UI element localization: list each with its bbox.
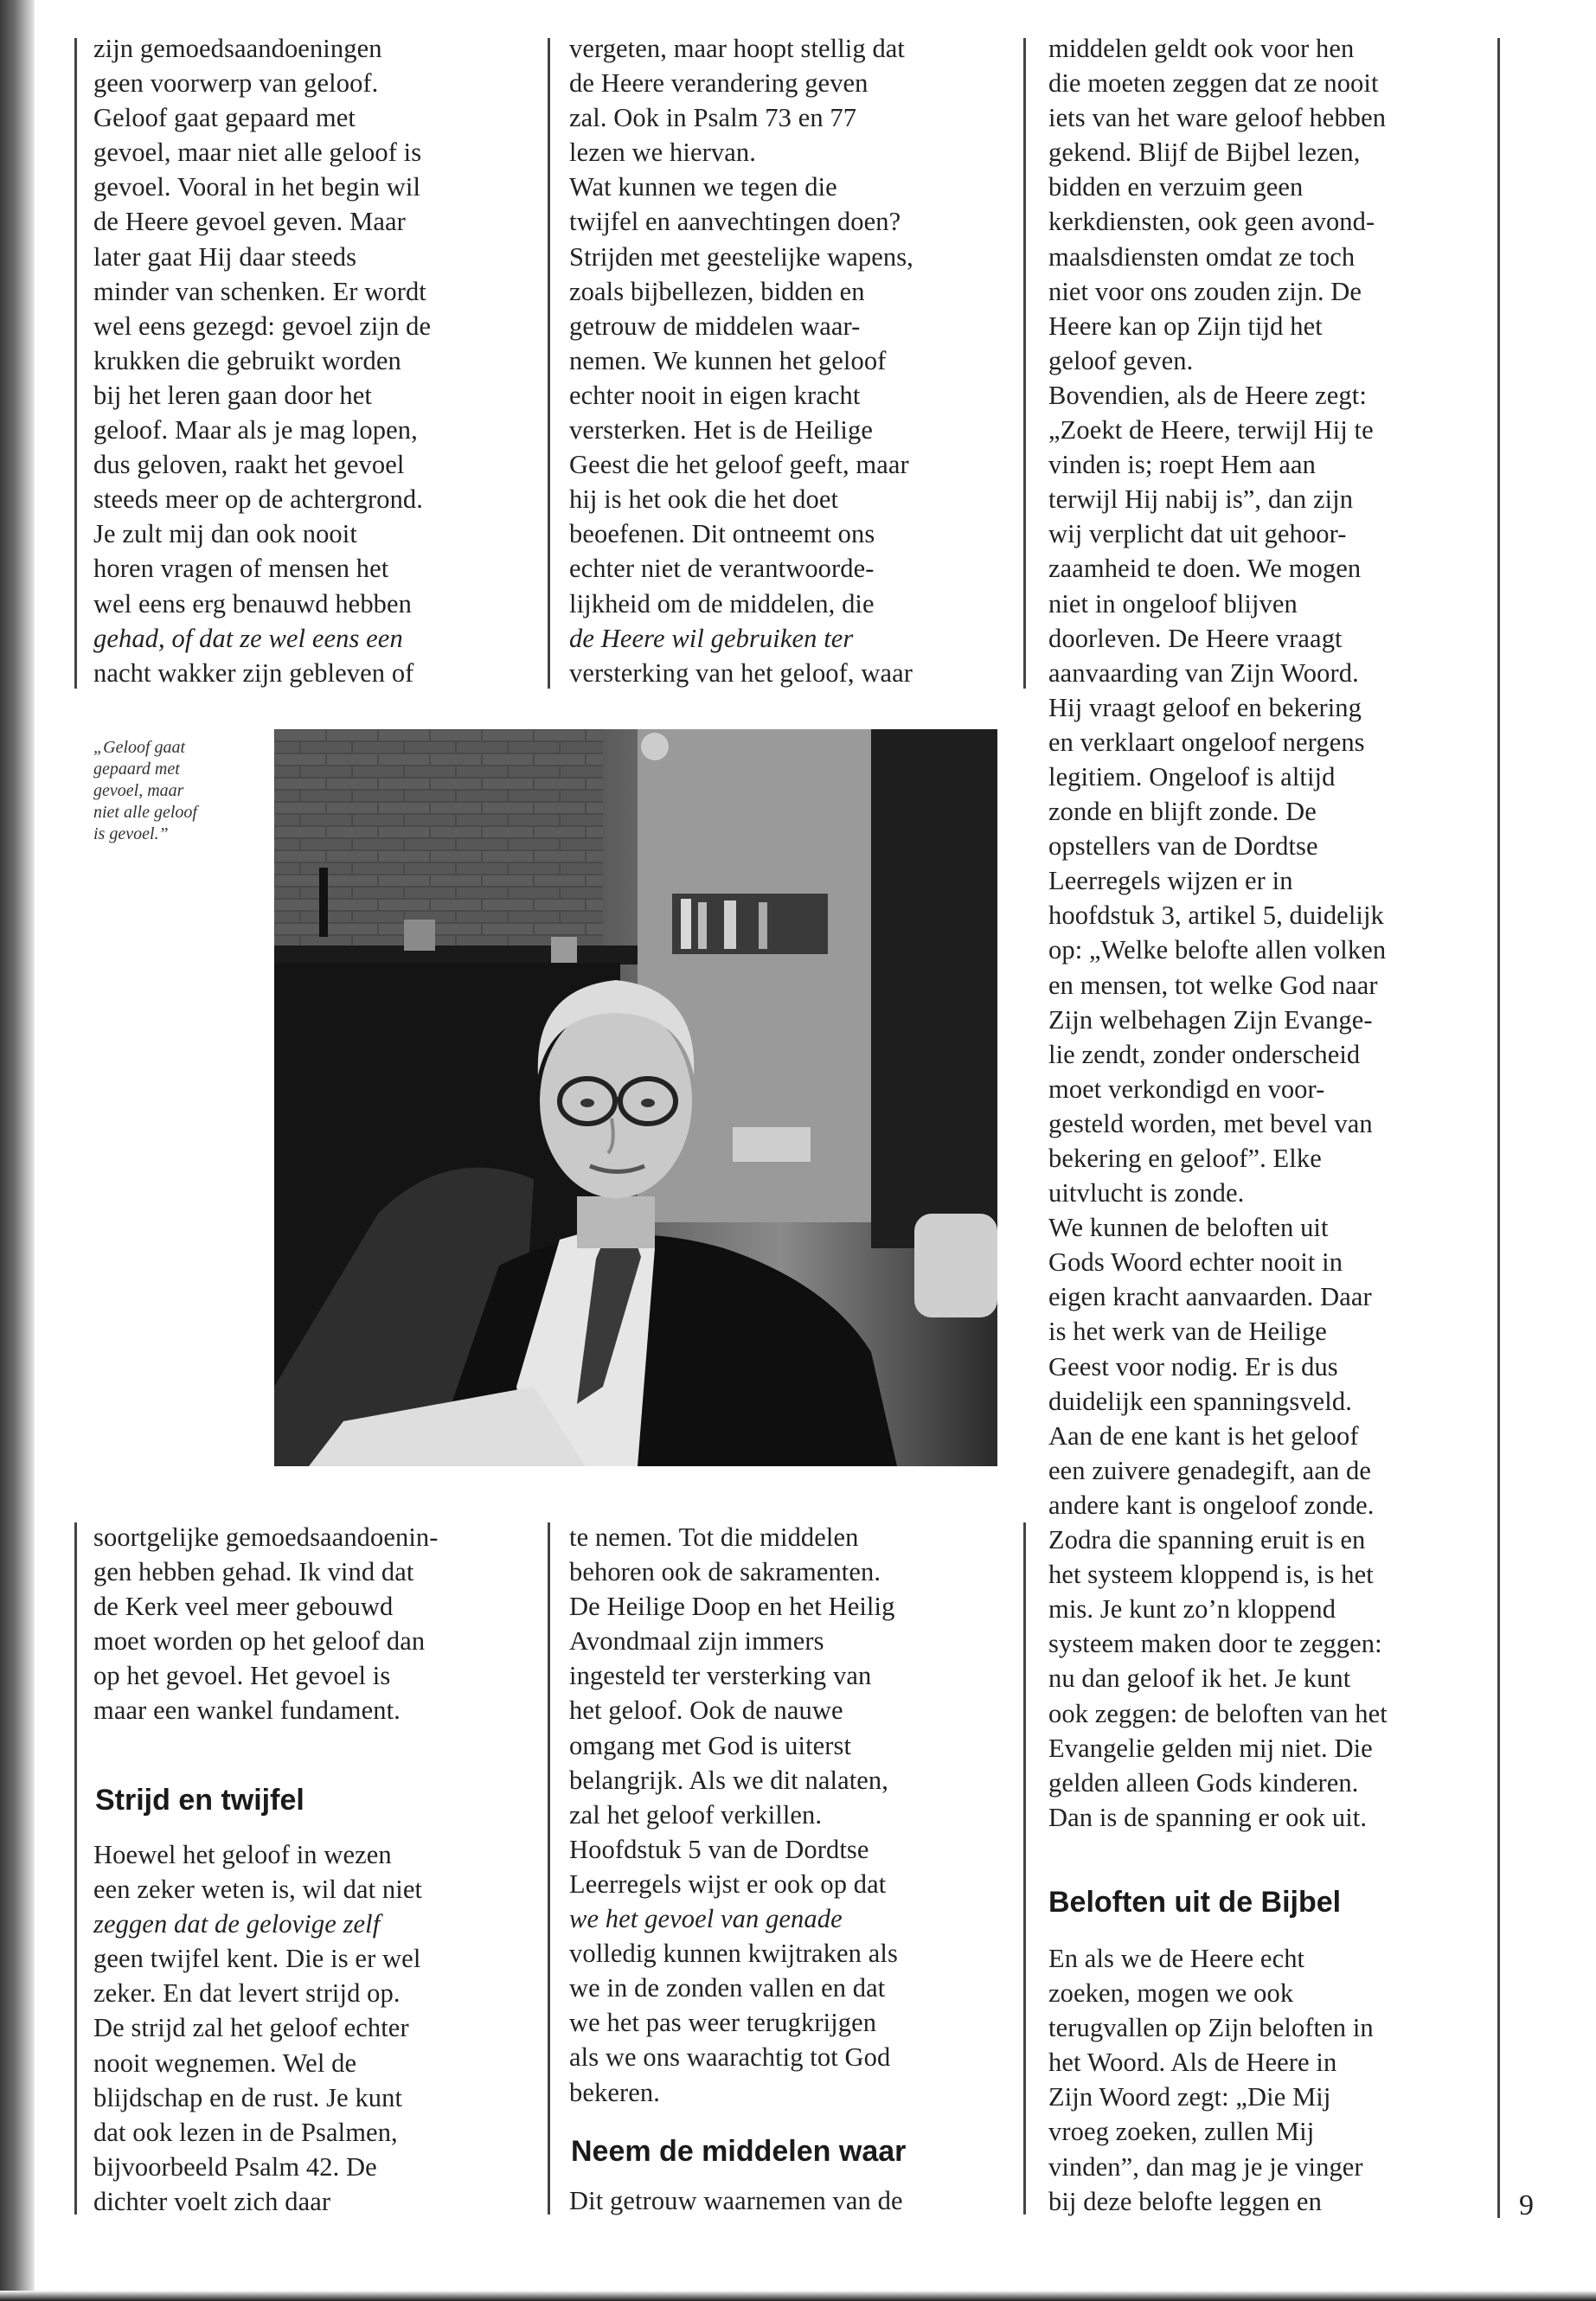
text-line: zijn gemoedsaandoeningen (93, 34, 382, 63)
text-line: gesteld worden, met bevel van (1048, 1108, 1373, 1138)
text-line: dichter voelt zich daar (93, 2186, 331, 2216)
text-line-italic: gehad, of dat ze wel eens een (93, 623, 403, 653)
column-right-after-heading (1048, 1941, 1494, 2219)
text-line: Je zult mij dan ook nooit (93, 519, 357, 549)
text-line: Geest die het geloof geeft, maar (569, 450, 909, 480)
text-line: Dan is de spanning er ook uit. (1048, 1802, 1368, 1832)
column-rule-left (74, 38, 77, 689)
text-line: het geloof. Ook de nauwe (569, 1695, 843, 1726)
text-line: Geest voor nodig. Er is dus (1048, 1351, 1338, 1381)
text-line: duidelijk een spanningsveld. (1048, 1386, 1352, 1416)
text-line: De Heilige Doop en het Heilig (569, 1592, 895, 1622)
text-line: geen twijfel kent. Die is er wel (93, 1944, 421, 1974)
text-line: ook zeggen: de beloften van het (1048, 1698, 1388, 1728)
text-line: Zijn Woord zegt: „Die Mij (1048, 2082, 1331, 2112)
caption-line: gepaard met (93, 760, 180, 779)
text-line: vergeten, maar hoopt stellig dat (569, 34, 906, 63)
text-line: gevoel, maar niet alle geloof is (93, 138, 422, 168)
text-line: kerkdiensten, ook geen avond- (1048, 207, 1375, 237)
heading-strijd: Strijd en twijfel (95, 1784, 304, 1817)
text-line: omgang met God is uiterst (569, 1730, 852, 1760)
text-line: niet in ongeloof blijven (1048, 588, 1298, 619)
column-middle-after-heading (569, 2183, 1010, 2218)
text-line: bij deze belofte leggen en (1048, 2186, 1322, 2216)
text-line: wij verplicht dat uit gehoor- (1048, 519, 1347, 549)
text-line: systeem maken door te zeggen: (1048, 1629, 1382, 1659)
text-line: het systeem kloppend is, is het (1048, 1560, 1374, 1590)
text-line: geloof geven. (1048, 345, 1194, 375)
text-line: de Kerk veel meer gebouwd (93, 1592, 394, 1622)
column-rule-middle-top (548, 38, 550, 689)
text-line: terwijl Hij nabij is”, dan zijn (1048, 484, 1354, 515)
text-line: iets van het ware geloof hebben (1048, 103, 1387, 133)
text-line: maar een wankel fundament. (93, 1695, 401, 1726)
text-line: getrouw de middelen waar- (569, 311, 861, 341)
column-rule-middle-bottom-right (1023, 1522, 1026, 2214)
column-middle-top (569, 31, 1010, 690)
text-line: mis. Je kunt zo’n kloppend (1048, 1594, 1336, 1625)
page-bottom-edge (0, 2291, 1596, 2301)
text-line: versterking van het geloof, waar (569, 657, 913, 688)
text-line: steeds meer op de achtergrond. (93, 484, 424, 515)
text-line: echter nooit in eigen kracht (569, 380, 861, 410)
text-line: geloof. Maar als je mag lopen, (93, 415, 418, 445)
text-line: volledig kunnen kwijtraken als (569, 1939, 898, 1969)
text-line: Avondmaal zijn immers (569, 1626, 824, 1657)
text-line: Evangelie gelden mij niet. Die (1048, 1733, 1373, 1763)
text-line: Zodra die spanning eruit is en (1048, 1525, 1366, 1555)
text-line: Strijden met geestelijke wapens, (569, 241, 913, 272)
text-line: twijfel en aanvechtingen doen? (569, 207, 901, 237)
caption-line: „Geloof gaat (93, 738, 186, 757)
text-line: lie zendt, zonder onderscheid (1048, 1039, 1361, 1069)
text-line: lezen we hiervan. (569, 138, 756, 168)
text-line: zal. Ook in Psalm 73 en 77 (569, 103, 857, 133)
column-left-top (93, 31, 526, 690)
text-line: een zuivere genadegift, aan de (1048, 1455, 1372, 1485)
text-line: dus geloven, raakt het gevoel (93, 450, 405, 480)
text-line: zal het geloof verkillen. (569, 1799, 823, 1830)
column-rule-middle-top-right (1023, 38, 1026, 689)
text-line: als we ons waarachtig tot God (569, 2042, 891, 2073)
text-line: bekering en geloof”. Elke (1048, 1144, 1322, 1173)
column-middle-bottom (569, 1520, 1010, 2110)
caption-line: niet alle geloof (93, 803, 197, 822)
text-line: Geloof gaat gepaard met (93, 103, 356, 133)
text-line: hoofdstuk 3, artikel 5, duidelijk (1048, 901, 1384, 931)
text-line: en mensen, tot welke God naar (1048, 970, 1378, 1000)
text-line: we het pas weer terugkrijgen (569, 2008, 877, 2038)
text-line: te nemen. Tot die middelen (569, 1522, 859, 1552)
text-line: Bovendien, als de Heere zegt: (1048, 380, 1367, 410)
text-line: doorleven. De Heere vraagt (1048, 623, 1343, 653)
heading-beloften: Beloften uit de Bijbel (1048, 1886, 1342, 1919)
text-line: vinden is; roept Hem aan (1048, 450, 1317, 480)
text-line: bekeren. (569, 2077, 660, 2107)
text-line: En als we de Heere echt (1048, 1944, 1305, 1973)
caption-line: gevoel, maar (93, 781, 184, 800)
page-edge-shadow (0, 0, 35, 2301)
column-left-bottom-after-heading (93, 1837, 526, 2219)
text-line: bijvoorbeeld Psalm 42. De (93, 2151, 377, 2182)
text-line: is het werk van de Heilige (1048, 1317, 1327, 1347)
text-line: middelen geldt ook voor hen (1048, 34, 1355, 63)
text-line: maalsdiensten omdat ze toch (1048, 241, 1356, 272)
text-line: opstellers van de Dordtse (1048, 831, 1318, 862)
text-line: moet worden op het geloof dan (93, 1626, 426, 1657)
text-line: Leerregels wijst er ook op dat (569, 1868, 887, 1899)
text-line: We kunnen de beloften uit (1048, 1213, 1329, 1243)
text-line: Hij vraagt geloof en bekering (1048, 692, 1362, 722)
text-line: Aan de ene kant is het geloof (1048, 1420, 1359, 1451)
text-line: wel eens gezegd: gevoel zijn de (93, 311, 432, 341)
text-line: bidden en verzuim geen (1048, 172, 1304, 202)
text-line: blijdschap en de rust. Je kunt (93, 2082, 403, 2112)
column-rule-left-bottom (74, 1522, 77, 2214)
text-line: Heere kan op Zijn tijd het (1048, 311, 1323, 341)
text-line: eigen kracht aanvaarden. Daar (1048, 1282, 1372, 1312)
text-line: Dit getrouw waarnemen van de (569, 2186, 903, 2215)
text-line: nacht wakker zijn gebleven of (93, 657, 414, 688)
text-line: Hoofdstuk 5 van de Dordtse (569, 1834, 869, 1864)
page-number: 9 (1519, 2189, 1534, 2221)
text-line: ingesteld ter versterking van (569, 1661, 872, 1691)
text-line: gen hebben gehad. Ik vind dat (93, 1557, 414, 1587)
column-rule-middle-bottom (548, 1522, 550, 2214)
text-line-italic: de Heere wil gebruiken ter (569, 623, 854, 653)
text-line: gekend. Blijf de Bijbel lezen, (1048, 138, 1361, 168)
text-line: zeker. En dat levert strijd op. (93, 1978, 401, 2009)
text-line-italic: zeggen dat de gelovige zelf (93, 1909, 381, 1939)
text-line: hij is het ook die het doet (569, 484, 839, 515)
text-line: we in de zonden vallen en dat (569, 1973, 886, 2003)
text-line: Wat kunnen we tegen die (569, 172, 837, 202)
text-line: en verklaart ongeloof nergens (1048, 727, 1365, 757)
text-line: een zeker weten is, wil dat niet (93, 1875, 423, 1905)
text-line: legitiem. Ongeloof is altijd (1048, 761, 1336, 792)
text-line: Hoewel het geloof in wezen (93, 1840, 392, 1869)
text-line: belangrijk. Als we dit nalaten, (569, 1765, 889, 1795)
column-right (1048, 31, 1494, 1835)
photo-caption (93, 737, 249, 845)
text-line: dat ook lezen in de Psalmen, (93, 2117, 398, 2147)
text-line: het Woord. Als de Heere in (1048, 2048, 1337, 2078)
text-line-italic: we het gevoel van genade (569, 1904, 843, 1934)
text-line: krukken die gebruikt worden (93, 345, 401, 375)
text-line: later gaat Hij daar steeds (93, 241, 357, 272)
text-line: lijkheid om de middelen, die (569, 588, 875, 619)
text-line: wel eens erg benauwd hebben (93, 588, 412, 619)
text-line: echter niet de verantwoorde- (569, 554, 875, 584)
text-line: vinden”, dan mag je je vinger (1048, 2151, 1363, 2182)
text-line: horen vragen of mensen het (93, 554, 389, 584)
text-line: versterken. Het is de Heilige (569, 415, 873, 445)
text-line: aanvaarding van Zijn Woord. (1048, 657, 1359, 688)
text-line: nu dan geloof ik het. Je kunt (1048, 1663, 1351, 1694)
text-line: behoren ook de sakramenten. (569, 1557, 881, 1587)
portrait-illustration (274, 729, 997, 1466)
caption-line: is gevoel.” (93, 824, 169, 843)
text-line: beoefenen. Dit ontneemt ons (569, 519, 875, 549)
text-line: op: „Welke belofte allen volken (1048, 935, 1387, 965)
text-line: die moeten zeggen dat ze nooit (1048, 68, 1379, 99)
text-line: bij het leren gaan door het (93, 380, 372, 410)
text-line: geen voorwerp van geloof. (93, 68, 379, 99)
text-line: gelden alleen Gods kinderen. (1048, 1767, 1359, 1798)
text-line: minder van schenken. Er wordt (93, 276, 426, 306)
column-left-bottom (93, 1520, 526, 1728)
text-line: zoals bijbellezen, bidden en (569, 276, 865, 306)
text-line: vroeg zoeken, zullen Mij (1048, 2117, 1315, 2147)
text-line: op het gevoel. Het gevoel is (93, 1661, 391, 1691)
text-line: „Zoekt de Heere, terwijl Hij te (1048, 415, 1374, 445)
text-line: zoeken, mogen we ook (1048, 1978, 1294, 2009)
text-line: terugvallen op Zijn beloften in (1048, 2013, 1374, 2043)
text-line: gevoel. Vooral in het begin wil (93, 172, 421, 202)
column-rule-right (1497, 38, 1500, 2218)
heading-neem-middelen: Neem de middelen waar (571, 2135, 907, 2168)
text-line: Gods Woord echter nooit in (1048, 1247, 1343, 1278)
text-line: soortgelijke gemoedsaandoenin- (93, 1522, 439, 1552)
text-line: de Heere gevoel geven. Maar (93, 207, 406, 237)
text-line: niet voor ons zouden zijn. De (1048, 276, 1362, 306)
portrait-photo (274, 729, 997, 1466)
text-line: andere kant is ongeloof zonde. (1048, 1490, 1375, 1520)
text-line: moet verkondigd en voor- (1048, 1074, 1325, 1104)
text-line: nemen. We kunnen het geloof (569, 345, 887, 375)
text-line: zonde en blijft zonde. De (1048, 797, 1317, 827)
text-line: De strijd zal het geloof echter (93, 2013, 409, 2043)
text-line: de Heere verandering geven (569, 68, 869, 99)
text-line: uitvlucht is zonde. (1048, 1178, 1245, 1208)
text-line: nooit wegnemen. Wel de (93, 2048, 357, 2078)
text-line: Zijn welbehagen Zijn Evange- (1048, 1004, 1373, 1035)
text-line: Leerregels wijzen er in (1048, 866, 1293, 896)
text-line: zaamheid te doen. We mogen (1048, 554, 1362, 584)
